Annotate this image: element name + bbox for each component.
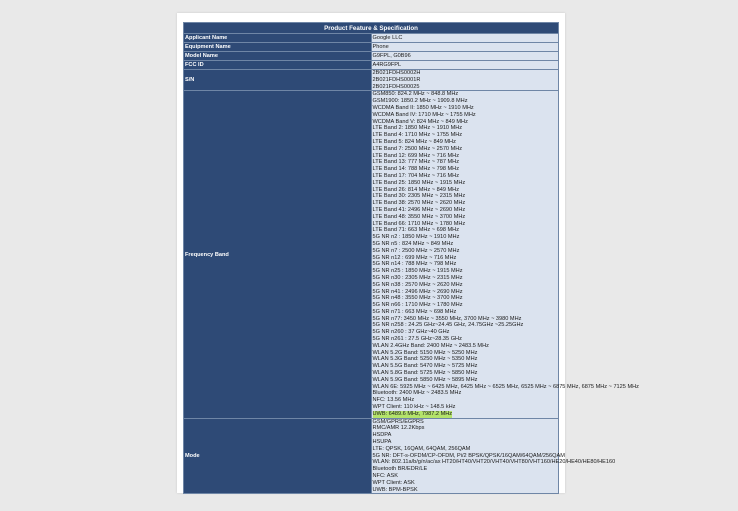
applicant-value: Google LLC <box>371 34 559 43</box>
spec-line: GSM/GPRS/EGPRS <box>372 418 424 425</box>
spec-line: WCDMA Band V: 824 MHz ~ 849 MHz <box>372 118 468 125</box>
spec-line: WLAN 5.3G Band: 5250 MHz ~ 5350 MHz <box>372 356 478 363</box>
spec-line: 5G NR n48 : 3550 MHz ~ 3700 MHz <box>372 295 463 302</box>
spec-line: LTE Band 26: 814 MHz ~ 849 MHz <box>372 186 459 193</box>
spec-line: WCDMA Band IV: 1710 MHz ~ 1755 MHz <box>372 111 476 118</box>
spec-line: WLAN 5.9G Band: 5850 MHz ~ 5895 MHz <box>372 376 478 383</box>
fccid-label: FCC ID <box>184 61 372 70</box>
sn-line: 2B021FDHS00025 <box>372 83 420 90</box>
spec-line: LTE Band 71: 663 MHz ~ 698 MHz <box>372 227 459 234</box>
spec-line: NFC: 13.56 MHz <box>372 397 415 404</box>
spec-line: WCDMA Band II: 1850 MHz ~ 1910 MHz <box>372 104 474 111</box>
spec-line: LTE Band 7: 2500 MHz ~ 2570 MHz <box>372 145 463 152</box>
spec-line: LTE Band 41: 2496 MHz ~ 2690 MHz <box>372 206 466 213</box>
fccid-value: A4RG9FPL <box>371 61 559 70</box>
mode-values <box>371 418 616 494</box>
document-page <box>177 13 639 493</box>
spec-line: 5G NR n66 : 1710 MHz ~ 1780 MHz <box>372 302 463 309</box>
spec-line: LTE Band 48: 3550 MHz ~ 3700 MHz <box>372 213 466 220</box>
spec-line: WLAN 5.8G Band: 5725 MHz ~ 5850 MHz <box>372 370 478 377</box>
spec-line: 5G NR n261 : 27.5 GHz~28.35 GHz <box>372 336 462 343</box>
table-row <box>184 418 559 494</box>
spec-line: 5G NR n30 : 2305 MHz ~ 2315 MHz <box>372 274 463 281</box>
applicant-label: Applicant Name <box>184 34 372 43</box>
highlighted-text: UWB: 6489.6 MHz, 7987.2 MHz <box>372 410 453 417</box>
sn-line: 2B021FDHS0001R <box>372 76 421 83</box>
spec-line: 5G NR n77: 3450 MHz ~ 3550 MHz, 3700 MHz ~ 3980 MHz <box>372 315 522 322</box>
table-row <box>184 34 559 43</box>
spec-line: LTE Band 13: 777 MHz ~ 787 MHz <box>372 159 459 166</box>
spec-line: WLAN 5.5G Band: 5470 MHz ~ 5725 MHz <box>372 363 478 370</box>
spec-line: WLAN: 802.11a/b/g/n/ac/ax HT20/HT40/VHT20/VHT40/VHT80/VHT160/HE20/HE40/HE80/HE160 <box>372 459 616 466</box>
spec-line: 5G NR n38 : 2570 MHz ~ 2620 MHz <box>372 281 463 288</box>
spec-line: LTE Band 30: 2305 MHz ~ 2315 MHz <box>372 193 466 200</box>
table-header-row <box>184 23 559 34</box>
equipment-label: Equipment Name <box>184 43 372 52</box>
spec-line: 5G NR n258 : 24.25 GHz~24.45 GHz, 24.75GHz ~25.25GHz <box>372 322 524 329</box>
spec-line: LTE: QPSK, 16QAM, 64QAM, 256QAM <box>372 445 471 452</box>
spec-line: RMC/AMR 12.2Kbps <box>372 425 425 432</box>
spec-line: GSM850: 824.2 MHz ~ 848.8 MHz <box>372 91 459 98</box>
spec-line: 5G NR n71 : 663 MHz ~ 698 MHz <box>372 308 457 315</box>
spec-line: WPT Client: 110 kHz ~ 148.5 kHz <box>372 404 456 411</box>
spec-line: LTE Band 66: 1710 MHz ~ 1780 MHz <box>372 220 466 227</box>
spec-line <box>373 411 558 418</box>
spec-line: HSDPA <box>372 432 392 439</box>
spec-line: 5G NR n5 : 824 MHz ~ 849 MHz <box>372 240 454 247</box>
table-row <box>184 70 559 91</box>
sn-values <box>371 70 559 91</box>
sn-label: S/N <box>184 70 372 91</box>
spec-line: WLAN 6E: 5925 MHz ~ 6425 MHz, 6425 MHz ~ 6525 MHz, 6525 MHz ~ 6875 MHz, 6875 MHz ~ 7125 MHz <box>372 383 639 390</box>
model-value: G9FPL, G0B96 <box>371 52 559 61</box>
model-label: Model Name <box>184 52 372 61</box>
spec-line: LTE Band 38: 2570 MHz ~ 2620 MHz <box>372 200 466 207</box>
mode-label: Mode <box>184 418 372 494</box>
spec-line: HSUPA <box>372 439 392 446</box>
sn-line: 2B021FDHS0002H <box>372 70 421 76</box>
spec-line: 5G NR: DFT-s-OFDM/CP-OFDM, Pi/2 BPSK/QPSK/16QAM/64QAM/256QAM <box>372 452 565 459</box>
spec-line: 5G NR n260 : 37 GHz~40 GHz <box>372 329 450 336</box>
frequency-band-label: Frequency Band <box>184 91 372 418</box>
spec-line: UWB: BPM-BPSK <box>372 486 418 493</box>
spec-line: 5G NR n12 : 699 MHz ~ 716 MHz <box>372 254 457 261</box>
spec-line: 5G NR n2 : 1850 MHz ~ 1910 MHz <box>372 234 460 241</box>
spec-line: WLAN 2.4GHz Band: 2400 MHz ~ 2483.5 MHz <box>372 342 489 349</box>
equipment-value: Phone <box>371 43 559 52</box>
spec-line: WLAN 5.2G Band: 5150 MHz ~ 5250 MHz <box>372 349 478 356</box>
spec-line: WPT Client: ASK <box>372 479 415 486</box>
spec-line: LTE Band 4: 1710 MHz ~ 1755 MHz <box>372 132 463 139</box>
spec-line: LTE Band 2: 1850 MHz ~ 1910 MHz <box>372 125 463 132</box>
spec-line: 5G NR n14 : 788 MHz ~ 798 MHz <box>372 261 457 268</box>
spec-line: Bluetooth BR/EDR/LE <box>372 466 428 473</box>
spec-line: LTE Band 5: 824 MHz ~ 849 MHz <box>372 138 456 145</box>
table-title: Product Feature & Specification <box>184 23 559 34</box>
spec-line: 5G NR n25 : 1850 MHz ~ 1915 MHz <box>372 268 463 275</box>
spec-line: LTE Band 25: 1850 MHz ~ 1915 MHz <box>372 179 466 186</box>
spec-line: 5G NR n7 : 2500 MHz ~ 2570 MHz <box>372 247 460 254</box>
frequency-band-values <box>371 91 639 418</box>
table-row <box>184 91 559 418</box>
table-row <box>184 61 559 70</box>
spec-line: LTE Band 14: 788 MHz ~ 798 MHz <box>372 166 459 173</box>
spec-table <box>183 22 639 494</box>
spec-line: LTE Band 17: 704 MHz ~ 716 MHz <box>372 172 459 179</box>
spec-line: NFC: ASK <box>372 473 398 480</box>
table-row <box>184 52 559 61</box>
spec-line: Bluetooth: 2400 MHz ~ 2483.5 MHz <box>372 390 462 397</box>
table-row <box>184 43 559 52</box>
spec-line: 5G NR n41 : 2496 MHz ~ 2690 MHz <box>372 288 463 295</box>
spec-line: GSM1900: 1850.2 MHz ~ 1909.8 MHz <box>372 98 468 105</box>
spec-line: LTE Band 12: 699 MHz ~ 716 MHz <box>372 152 459 159</box>
